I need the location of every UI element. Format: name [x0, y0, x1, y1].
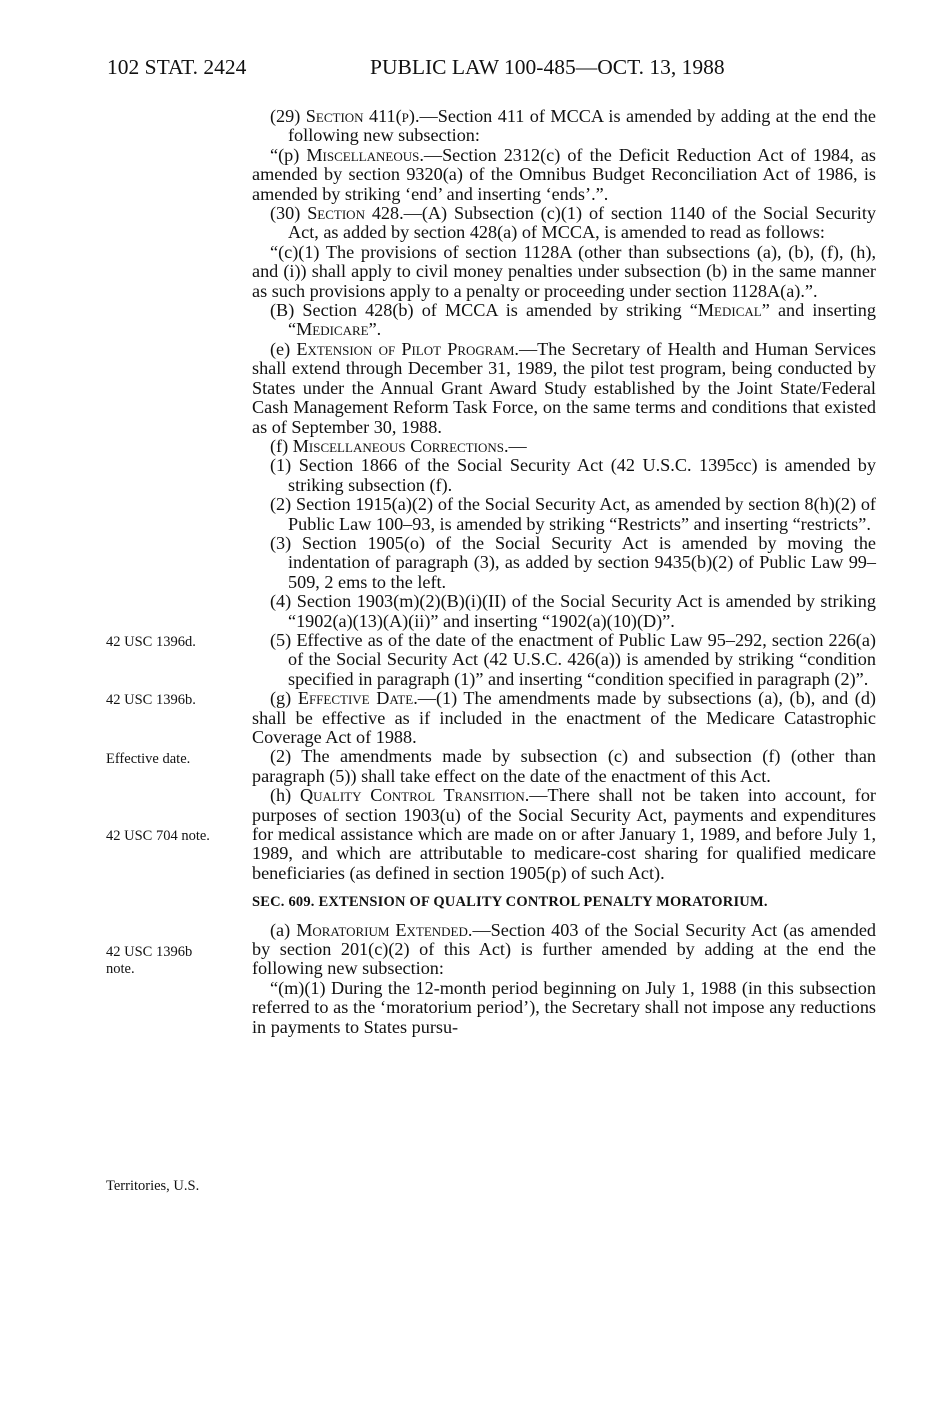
paragraph-f-1: (1) Section 1866 of the Social Security Act (42 U.S.C. 1395cc) is amended by striking subsection (f). — [270, 455, 876, 495]
paragraph-29-quote: “(p) Miscellaneous.—Section 2312(c) of the Deficit Reduction Act of 1984, as amended by section 9320(a) of the Omnibus Budget Reconciliation Act of 1986, is amended by striking ‘end’ and inserting ‘ends’.”. — [252, 144, 877, 204]
paragraph-g: (g) Effective Date.—(1) The amendments made by subsections (a), (b), and (d) shall be effective as if included in the enactment of the Medicare Catastrophic Coverage Act of 1988. — [252, 688, 876, 747]
margin-note: 42 USC 1396b. — [106, 692, 196, 708]
paragraph-30-b: (B) Section 428(b) of MCCA is amended by striking “Medical” and inserting “Medicare”. — [270, 300, 876, 340]
margin-note: 42 USC 1396b note. — [106, 944, 193, 977]
paragraph-h: (h) Quality Control Transition.—There shall not be taken into account, for purposes of section 1903(u) of the Social Security Act, payments and expenditures for medical assistance which are made on or after January 1, 1989, and before July 1, 1989, and which are attributable to medicare-cost sharing for qualified medicare beneficiaries (as defined in section 1905(p) of such Act). — [252, 785, 876, 883]
margin-note: 42 USC 704 note. — [106, 828, 210, 844]
paragraph-30: (30) Section 428.—(A) Subsection (c)(1) of section 1140 of the Social Security Act, as added by section 428(a) of MCCA, is amended to read as follows: — [270, 203, 876, 243]
law-title: PUBLIC LAW 100-485—OCT. 13, 1988 — [370, 55, 725, 79]
page-header — [0, 55, 947, 85]
paragraph-f-4: (4) Section 1903(m)(2)(B)(i)(II) of the Social Security Act is amended by striking “1902(a)(13)(A)(ii)” and inserting “1902(a)(10)(D)”. — [270, 591, 876, 631]
paragraph-29: (29) Section 411(p).—Section 411 of MCCA is amended by adding at the end the following new subsection: — [270, 106, 876, 146]
paragraph-g-2: (2) The amendments made by subsection (c) and subsection (f) (other than paragraph (5)) shall take effect on the date of the enactment of this Act. — [252, 746, 876, 786]
margin-note: Effective date. — [106, 751, 191, 767]
paragraph-f-2: (2) Section 1915(a)(2) of the Social Security Act, as amended by section 8(h)(2) of Public Law 100–93, is amended by striking “Restricts” and inserting “restricts”. — [270, 494, 876, 534]
paragraph-m: “(m)(1) During the 12-month period beginning on July 1, 1988 (in this subsection referred to as the ‘moratorium period’), the Secretary shall not impose any reductions in payments to States pursu- — [252, 977, 876, 1037]
paragraph-a: (a) Moratorium Extended.—Section 403 of the Social Security Act (as amended by section 201(c)(2) of this Act) is further amended by adding at the end the following new subsection: — [252, 919, 876, 979]
paragraph-f: (f) Miscellaneous Corrections.— — [270, 435, 527, 456]
paragraph-e: (e) Extension of Pilot Program.—The Secretary of Health and Human Services shall extend through December 31, 1989, the pilot test program, being conducted by States under the Annual Grant Award Study established by the Joint State/Federal Cash Management Reform Task Force, on the same terms and conditions that existed as of September 30, 1988. — [252, 338, 876, 437]
paragraph-f-3: (3) Section 1905(o) of the Social Security Act is amended by moving the indentation of paragraph (3), as added by section 9435(b)(2) of Public Law 99–509, 2 ems to the left. — [270, 532, 876, 592]
margin-note: Territories, U.S. — [106, 1178, 200, 1194]
paragraph-f-5: (5) Effective as of the date of the enactment of Public Law 95–292, section 226(a) of the Social Security Act (42 U.S.C. 426(a)) is amended by striking “condition specified in paragraph (1)” and inserting “condition specified in paragraph (2)”. — [270, 629, 876, 689]
margin-note: 42 USC 1396d. — [106, 634, 196, 650]
section-609-heading: SEC. 609. EXTENSION OF QUALITY CONTROL PENALTY MORATORIUM. — [252, 894, 768, 911]
body-text — [252, 107, 876, 1037]
paragraph-30-quote: “(c)(1) The provisions of section 1128A (other than subsections (a), (b), (f), (h), and (i)) shall apply to civil money penalties under subsection (b) in the same manner as such provisions apply to a penalty or proceeding under section 1128A(a).”. — [252, 241, 876, 301]
stat-page-number: 102 STAT. 2424 — [107, 55, 247, 79]
